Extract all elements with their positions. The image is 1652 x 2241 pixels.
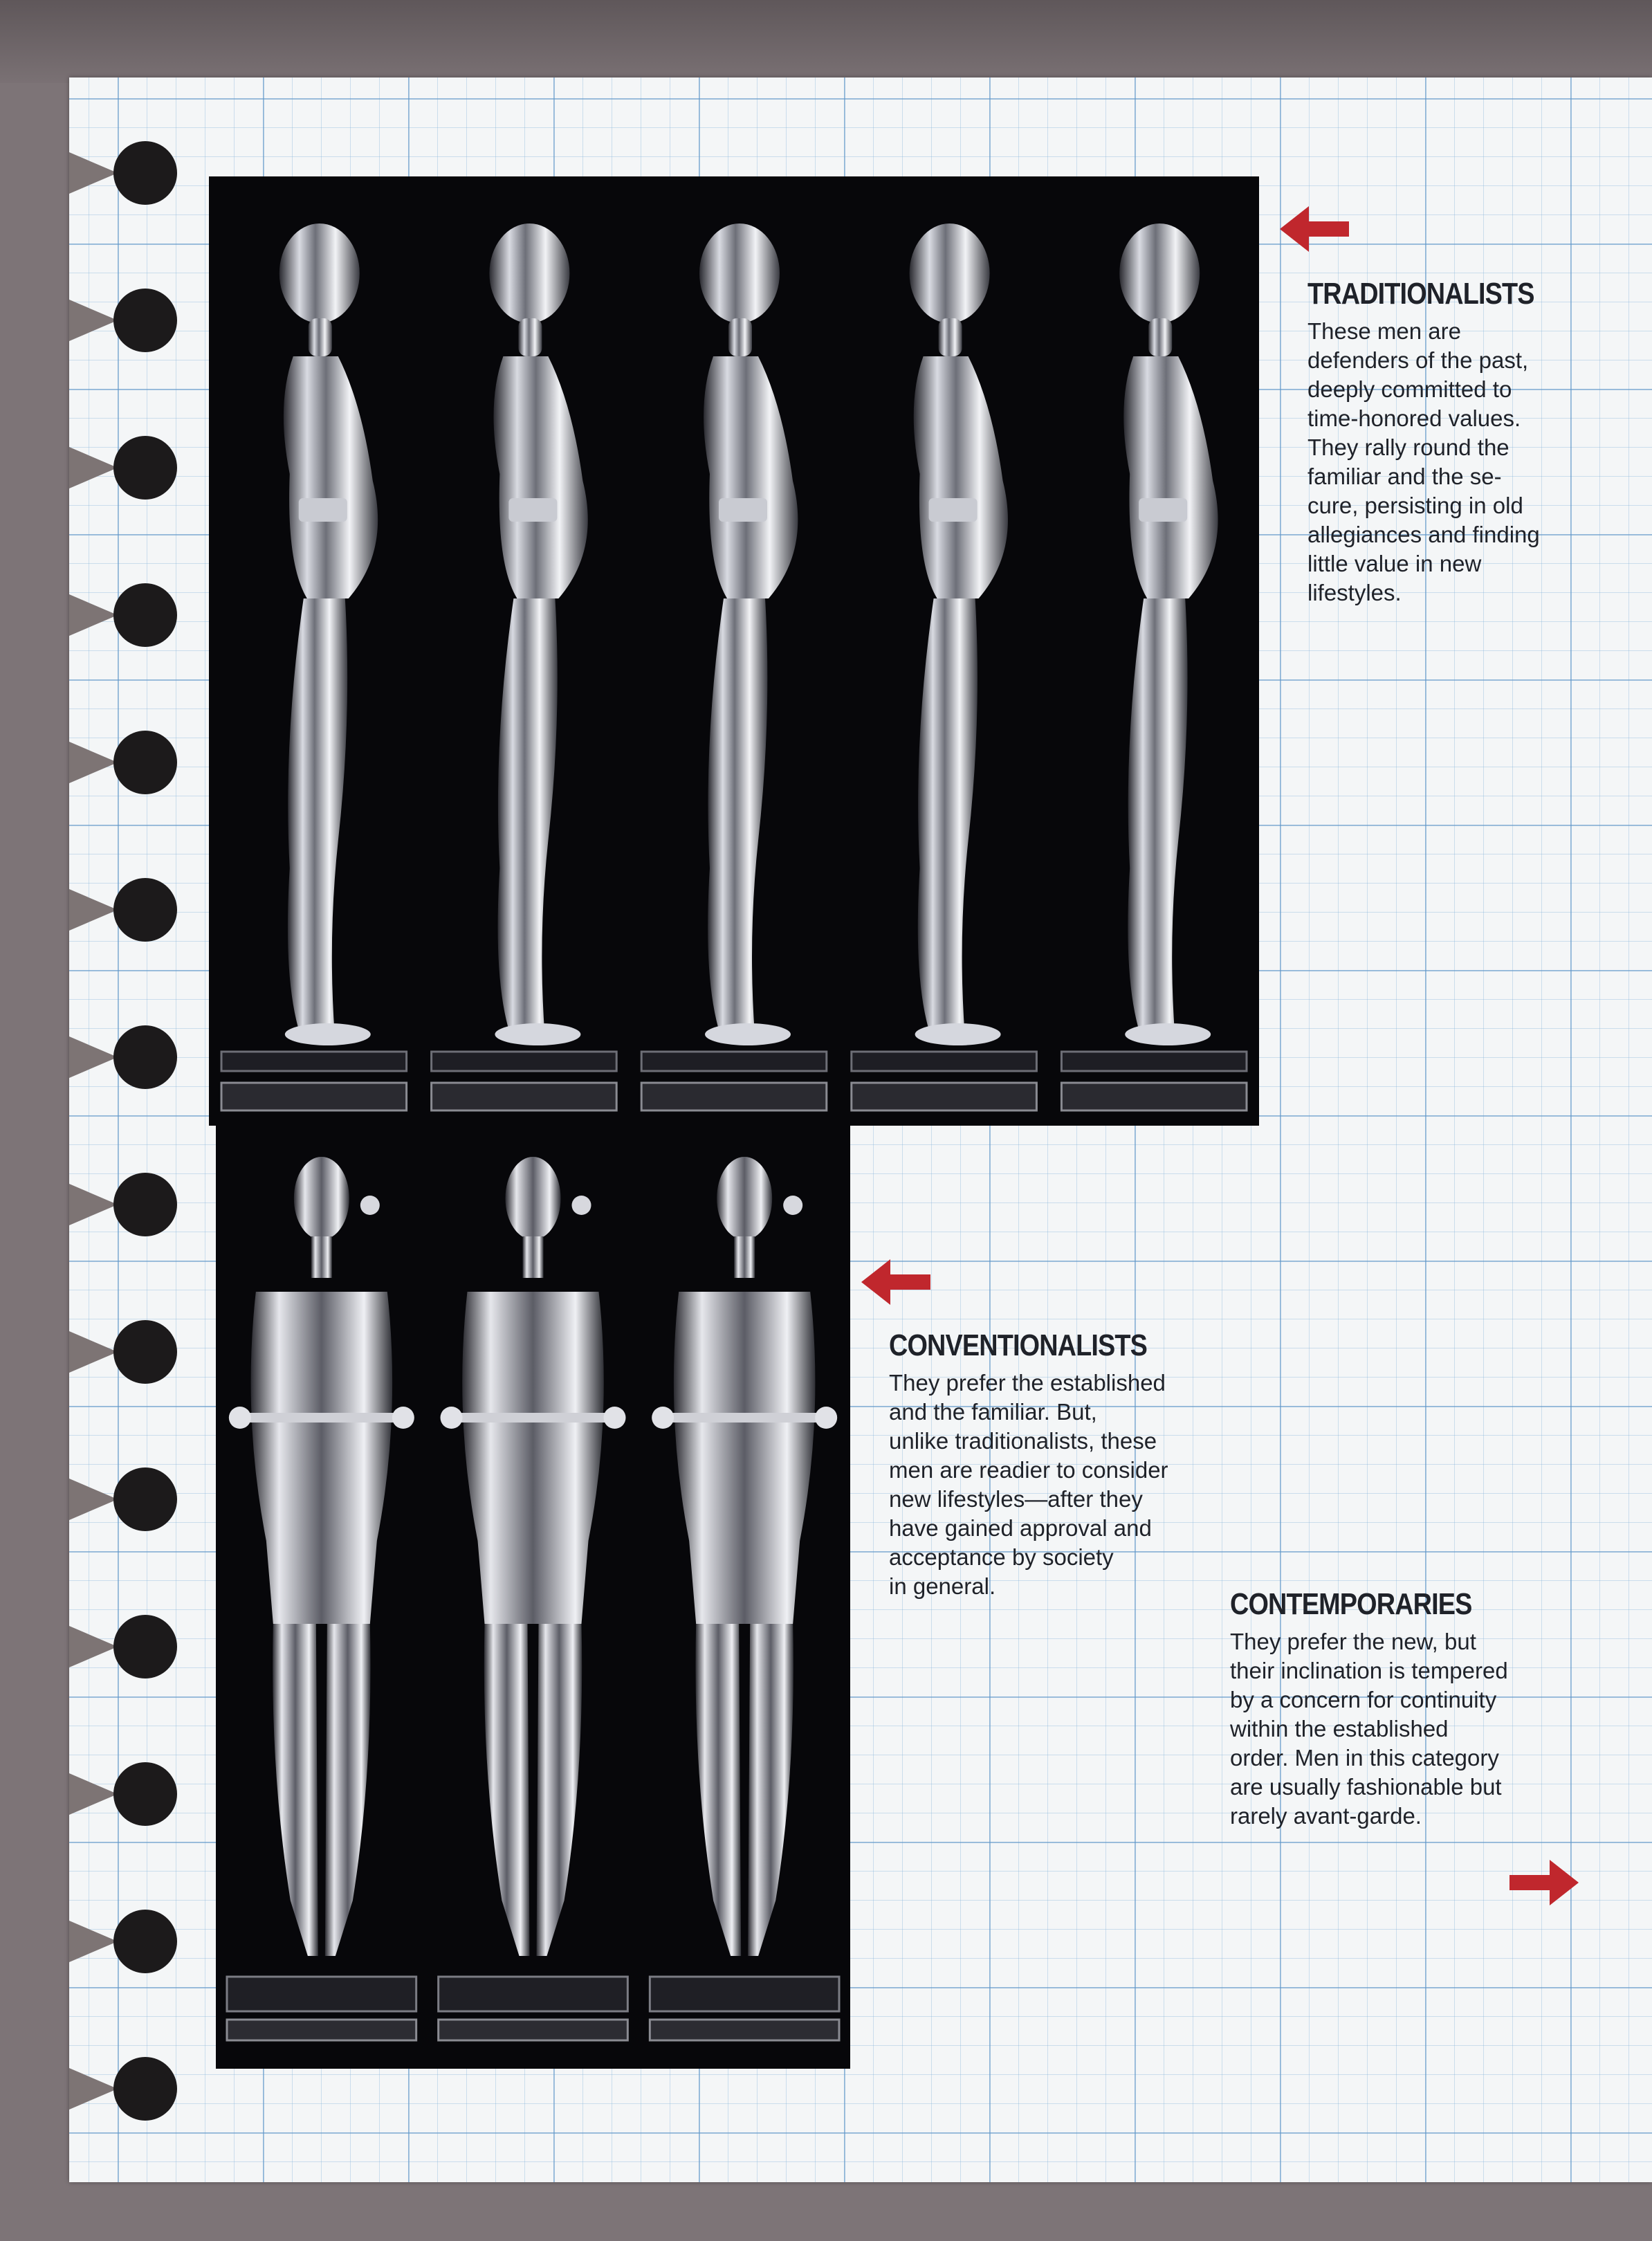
- mannequin-neck: [728, 318, 752, 356]
- mannequin-base-lower: [641, 1083, 827, 1110]
- conventionalists-text: [889, 1328, 1249, 1601]
- section-heading: TRADITIONALISTS: [1307, 277, 1534, 311]
- wing-nut: [652, 1407, 674, 1429]
- wing-nut: [360, 1196, 380, 1215]
- mannequin-base: [221, 1052, 407, 1071]
- paper-notch: [69, 1921, 118, 1962]
- mannequin-head: [699, 223, 780, 323]
- mannequin-legs: [288, 598, 347, 1034]
- conventionalists-figures: [216, 1126, 850, 2069]
- mannequin-leg-left: [695, 1624, 741, 1956]
- mannequin-base-lower: [650, 2020, 839, 2040]
- paper-notch: [69, 1773, 118, 1815]
- mannequin-clamp: [719, 498, 767, 522]
- wing-nut: [572, 1196, 591, 1215]
- arrow-left-icon: [1280, 205, 1350, 253]
- wing-nut: [441, 1407, 463, 1429]
- mannequin-head: [279, 223, 360, 323]
- mannequin-base-lower: [1061, 1083, 1247, 1110]
- paper-notch: [69, 1479, 118, 1520]
- mannequin-neck: [734, 1236, 755, 1278]
- binder-hole: [113, 1320, 177, 1384]
- conventionalists-photo: [216, 1126, 850, 2069]
- mannequin-clamp: [929, 498, 978, 522]
- binder-hole: [113, 1467, 177, 1531]
- mannequin-base: [641, 1052, 827, 1071]
- mannequin-figure: [650, 1157, 839, 2040]
- mannequin-base: [439, 1977, 628, 2011]
- mannequin-torso: [704, 356, 798, 598]
- mannequin-foot: [495, 1023, 580, 1045]
- mannequin-leg-right: [537, 1624, 582, 1956]
- mannequin-foot: [1125, 1023, 1211, 1045]
- mannequin-torso: [251, 1292, 393, 1624]
- wing-nut: [815, 1407, 837, 1429]
- binder-hole: [113, 1173, 177, 1236]
- section-heading: CONVENTIONALISTS: [889, 1328, 1148, 1362]
- mannequin-torso: [462, 1292, 604, 1624]
- paper-notch: [69, 1184, 118, 1225]
- section-body: These men are defenders of the past, deeply committed to time-honored values. They rally round the familiar and the se- cure, persisting in old allegiances and finding little value in new lifestyles.: [1307, 318, 1540, 605]
- mannequin-foot: [705, 1023, 791, 1045]
- mannequin-clamp: [508, 498, 557, 522]
- mannequin-leg-right: [325, 1624, 371, 1956]
- binder-hole: [113, 141, 177, 205]
- section-heading: CONTEMPORARIES: [1230, 1587, 1472, 1621]
- binder-hole: [113, 583, 177, 647]
- mannequin-figure: [641, 223, 827, 1110]
- mannequin-neck: [1148, 318, 1172, 356]
- binder-hole: [113, 1025, 177, 1089]
- section-body: They prefer the established and the familiar. But, unlike traditionalists, these men are readier to consider new lifestyles—after they have gained approval and acceptance by society in general.: [889, 1370, 1168, 1599]
- mannequin-figure: [439, 1157, 628, 2040]
- paper-notch: [69, 1036, 118, 1078]
- mannequin-base: [1061, 1052, 1247, 1071]
- wing-nut: [392, 1407, 414, 1429]
- mannequin-legs: [708, 598, 767, 1034]
- paper-notch: [69, 742, 118, 783]
- mannequin-neck: [311, 1236, 332, 1278]
- wing-nut: [604, 1407, 626, 1429]
- mannequin-clamp: [1139, 498, 1187, 522]
- paper-notch: [69, 594, 118, 636]
- wing-nut: [229, 1407, 251, 1429]
- mannequin-legs: [1128, 598, 1187, 1034]
- paper-notch: [69, 447, 118, 488]
- binder-hole: [113, 731, 177, 794]
- mannequin-figure: [221, 223, 407, 1110]
- mannequin-base-lower: [852, 1083, 1037, 1110]
- paper-notch: [69, 1331, 118, 1373]
- mannequin-torso: [284, 356, 378, 598]
- mannequin-leg-left: [484, 1624, 530, 1956]
- arrow-right-icon: [1508, 1858, 1579, 1907]
- mannequin-leg-right: [748, 1624, 793, 1956]
- paper-notch: [69, 152, 118, 194]
- mannequin-legs: [918, 598, 978, 1034]
- mannequin-leg-left: [273, 1624, 318, 1956]
- mannequin-base: [650, 1977, 839, 2011]
- mannequin-base-lower: [221, 1083, 407, 1110]
- paper-notch: [69, 2068, 118, 2110]
- mannequin-neck: [309, 318, 332, 356]
- mannequin-head: [506, 1157, 561, 1240]
- paper-notch: [69, 1626, 118, 1667]
- traditionalists-text: [1307, 277, 1598, 607]
- mannequin-clamp: [450, 1413, 616, 1423]
- mannequin-torso: [1123, 356, 1218, 598]
- paper-notch: [69, 889, 118, 931]
- mannequin-base: [227, 1977, 416, 2011]
- mannequin-head: [489, 223, 569, 323]
- mannequin-foot: [915, 1023, 1001, 1045]
- binder-hole: [113, 436, 177, 500]
- binder-hole: [113, 1762, 177, 1826]
- mannequin-base: [852, 1052, 1037, 1071]
- mannequin-torso: [494, 356, 588, 598]
- mannequin-neck: [523, 1236, 544, 1278]
- mannequin-base-lower: [439, 2020, 628, 2040]
- binder-hole: [113, 878, 177, 942]
- arrow-left-icon: [861, 1258, 932, 1306]
- mannequin-clamp: [661, 1413, 827, 1423]
- mannequin-torso: [914, 356, 1008, 598]
- binder-hole: [113, 1615, 177, 1679]
- mannequin-base-lower: [227, 2020, 416, 2040]
- mannequin-figure: [432, 223, 617, 1110]
- mannequin-head: [1119, 223, 1200, 323]
- mannequin-base-lower: [432, 1083, 617, 1110]
- traditionalists-photo: [209, 176, 1259, 1126]
- mannequin-neck: [518, 318, 542, 356]
- mannequin-base: [432, 1052, 617, 1071]
- binder-hole: [113, 289, 177, 352]
- mannequin-head: [910, 223, 990, 323]
- paper-notch: [69, 300, 118, 341]
- background-strip: [0, 0, 1652, 83]
- mannequin-figure: [852, 223, 1037, 1110]
- mannequin-figure: [227, 1157, 416, 2040]
- mannequin-clamp: [239, 1413, 405, 1423]
- mannequin-neck: [939, 318, 962, 356]
- mannequin-figure: [1061, 223, 1247, 1110]
- traditionalists-figures: [209, 176, 1259, 1126]
- mannequin-clamp: [299, 498, 347, 522]
- mannequin-torso: [674, 1292, 816, 1624]
- mannequin-head: [717, 1157, 772, 1240]
- contemporaries-text: [1230, 1587, 1590, 1831]
- wing-nut: [783, 1196, 802, 1215]
- binder-hole: [113, 1910, 177, 1973]
- mannequin-legs: [498, 598, 558, 1034]
- mannequin-foot: [285, 1023, 371, 1045]
- section-body: They prefer the new, but their inclination is tempered by a concern for continuity within the established order. Men in this category are usually fashionable but rarely avant-garde.: [1230, 1629, 1508, 1829]
- mannequin-head: [294, 1157, 349, 1240]
- binder-hole: [113, 2057, 177, 2121]
